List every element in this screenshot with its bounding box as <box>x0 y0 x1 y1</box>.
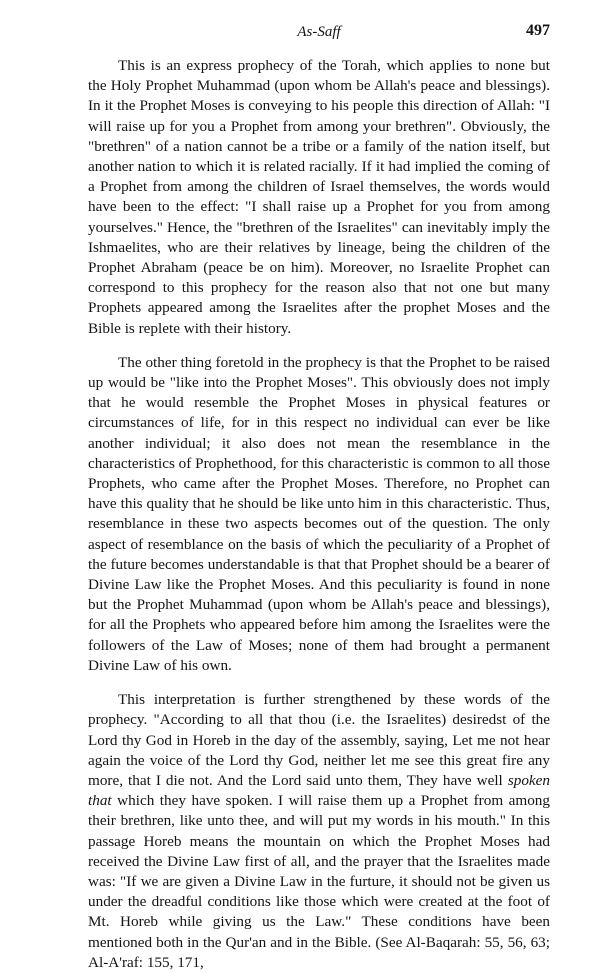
paragraph-3-text-after: which they have spoken. I will raise them up a Prophet from among their brethren, like unto thee, and will put my words in his mouth." In this passage Horeb means the mountain on which the Prophet Moses had received the Divine Law first of all, and the prayer that the Israelites made was: "If we are given a Divine Law in the furture, it should not be given us under the dreadful conditions like those which were created at the foot of Mt. Horeb while giving us the Law." These conditions have been mentioned both in the Qur'an and in the Bible. (See Al-Baqarah: 55, 56, 63; Al-A'raf: 155, 171, <box>88 792 550 971</box>
running-title: As-Saff <box>297 24 341 40</box>
paragraph-1: This is an express prophecy of the Torah, which applies to none but the Holy Prophet Muhammad (upon whom be Allah's peace and blessings). In it the Prophet Moses is conveying to his people this direction of Allah: "I will raise up for you a Prophet from among your brethren". Obviously, the "brethren" of a nation cannot be a tribe or a family of the nation itself, but another nation to which it is related racially. If it had implied the coming of a Prophet from among the children of Israel themselves, the words would have been to the effect: "I shall raise up a Prophet for you from among yourselves." Hence, the "brethren of the Israelites" can inevitably imply the Ishmaelites, who are their relatives by lineage, being the children of the Prophet Abraham (peace be on him). Moreover, no Israelite Prophet can correspond to this prophecy for the reason also that not one but many Prophets appeared among the Israelites after the prophet Moses and the Bible is replete with their history. <box>88 57 550 337</box>
italic-emphasis: spoken that <box>88 771 550 810</box>
paragraph-3-text-before: This interpretation is further strengthened by these words of the prophecy. "According to all that thou (i.e. the Israelites) desiredst of the Lord thy God in Horeb in the day of the assembly, saying, Let me not hear again the voice of the Lord thy God, neither let me see this great fire any more, that I die not. And the Lord said unto them, They have well <box>88 691 550 789</box>
page-number: 497 <box>526 22 550 39</box>
running-header <box>88 22 550 48</box>
paragraph-3 <box>88 690 550 973</box>
body-text <box>88 56 550 973</box>
paragraph-2: The other thing foretold in the prophecy is that the Prophet to be raised up would be "like into the Prophet Moses". This obviously does not imply that he would resemble the Prophet Moses in physical features or circumstances of life, for in this respect no individual can ever be like another individual; it also does not mean the resemblance in the characteristics of Prophethood, for this characteristic is common to all those Prophets, who came after the Prophet Moses. Therefore, no Prophet can have this quality that he should be like unto him in this characteristic. Thus, resemblance in these two aspects becomes out of the question. The only aspect of resemblance on the basis of which the peculiarity of a Prophet of the future becomes understandable is that that Prophet should be a bearer of Divine Law like the Prophet Moses. And this peculiarity is found in none but the Prophet Muhammad (upon whom be Allah's peace and blessings), for all the Prophets who appeared before him among the Israelites were the followers of the Law of Moses; none of them had brought a permanent Divine Law of his own. <box>88 353 550 674</box>
